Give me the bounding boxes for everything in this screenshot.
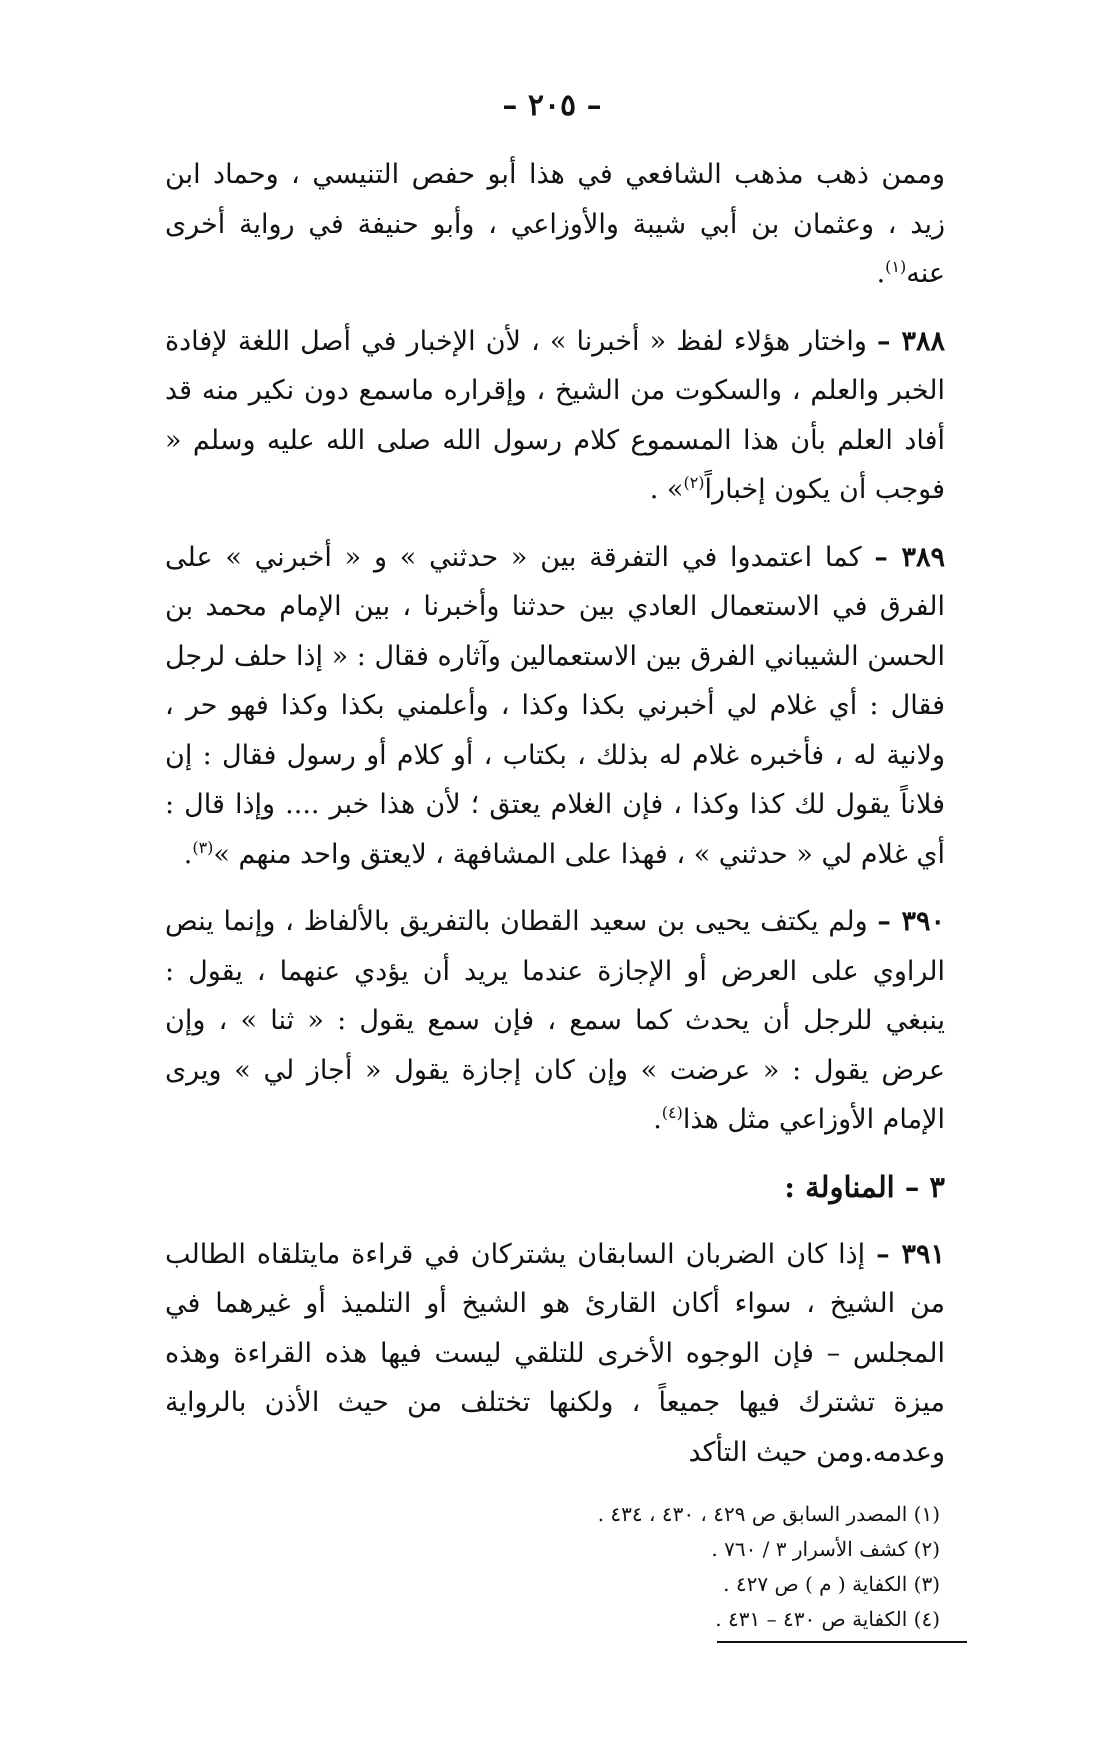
footnote-divider	[717, 1641, 967, 1643]
footnote-ref: (٢)	[683, 473, 705, 492]
footnotes	[400, 1497, 940, 1637]
paragraph-388	[165, 317, 945, 515]
paragraph-intro	[165, 150, 945, 299]
footnote-4: (٤) الكفاية ص ٤٣٠ – ٤٣١ .	[715, 1607, 940, 1631]
paragraph-end: .	[653, 1104, 662, 1135]
paragraph-end: .	[876, 258, 886, 289]
paragraph-text: وممن ذهب مذهب الشافعي في هذا أبو حفص التنيسي ، وحماد ابن زيد ، وعثمان بن أبي شيبة والأوزاعي ، وأبو حنيفة في رواية أخرى عنه	[165, 159, 945, 289]
paragraph-text: ولم يكتف يحيى بن سعيد القطان بالتفريق بالألفاظ ، وإنما ينص الراوي على العرض أو الإجازة عندما يريد أن يؤدي عنهما ، يقول : ينبغي للرجل أن يحدث كما سمع ، فإن سمع يقول : « ثنا » ، وإن عرض يقول : « عرضت » وإن كان إجازة يقول « أجاز لي » ويرى الإمام الأوزاعي مثل هذا	[165, 906, 945, 1135]
section-heading: ٣ – المناولة :	[784, 1169, 945, 1204]
paragraph-end: » .	[649, 474, 684, 505]
footnote-ref: (٤)	[661, 1103, 683, 1122]
paragraph-390	[165, 897, 945, 1145]
paragraph-389	[165, 533, 945, 880]
footnote-ref: (١)	[885, 257, 907, 276]
footnote-2: (٢) كشف الأسرار ٣ / ٧٦٠ .	[711, 1537, 940, 1561]
footnote-1: (١) المصدر السابق ص ٤٢٩ ، ٤٣٠ ، ٤٣٤ .	[597, 1502, 940, 1526]
paragraph-number: ٣٨٩ –	[874, 541, 946, 573]
paragraph-number: ٣٩١ –	[876, 1238, 945, 1270]
paragraph-end: .	[183, 838, 193, 870]
paragraph-number: ٣٨٨ –	[877, 325, 945, 357]
paragraph-text: كما اعتمدوا في التفرقة بين « حدثني » و « أخبرني » على الفرق في الاستعمال العادي بين حدثنا وأخبرنا ، بين الإمام محمد بن الحسن الشيباني الفرق بين الاستعمالين وآثاره فقال : « إذا حلف لرجل فقال : أي غلام لي أخبرني بكذا وكذا ، وأعلمني بكذا وكذا فهو حر ، ولانية له ، فأخبره غلام له بذلك ، بكتاب ، أو كلام أو رسول فقال : إن فلاناً يقول لك كذا وكذا ، فإن الغلام يعتق ؛ لأن هذا خبر .... وإذا قال : أي غلام لي « حدثني » ، فهذا على المشافهة ، لايعتق واحد منهم »	[165, 541, 945, 870]
paragraph-text: إذا كان الضربان السابقان يشتركان في قراءة مايتلقاه الطالب من الشيخ ، سواء أكان القارئ هو الشيخ أو التلميذ أو غيرهما في المجلس – فإن الوجوه الأخرى للتلقي ليست فيها هذه القراءة وهذه ميزة تشترك فيها جميعاً ، ولكنها تختلف من حيث الأذن بالرواية وعدمه.ومن حيث التأكد	[165, 1238, 945, 1468]
paragraph-391	[165, 1230, 945, 1478]
footnote-ref: (٣)	[192, 837, 214, 857]
main-text	[165, 150, 945, 1495]
footnote-3: (٣) الكفاية ( م ) ص ٤٢٧ .	[723, 1572, 940, 1596]
paragraph-text: واختار هؤلاء لفظ « أخبرنا » ، لأن الإخبار في أصل اللغة لإفادة الخبر والعلم ، والسكوت من الشيخ ، وإقراره ماسمع دون نكير منه قد أفاد العلم بأن هذا المسموع كلام رسول الله صلى الله عليه وسلم « فوجب أن يكون إخباراً	[165, 325, 945, 505]
page-number: – ٢٠٥ –	[502, 88, 602, 123]
paragraph-number: ٣٩٠ –	[877, 906, 945, 937]
